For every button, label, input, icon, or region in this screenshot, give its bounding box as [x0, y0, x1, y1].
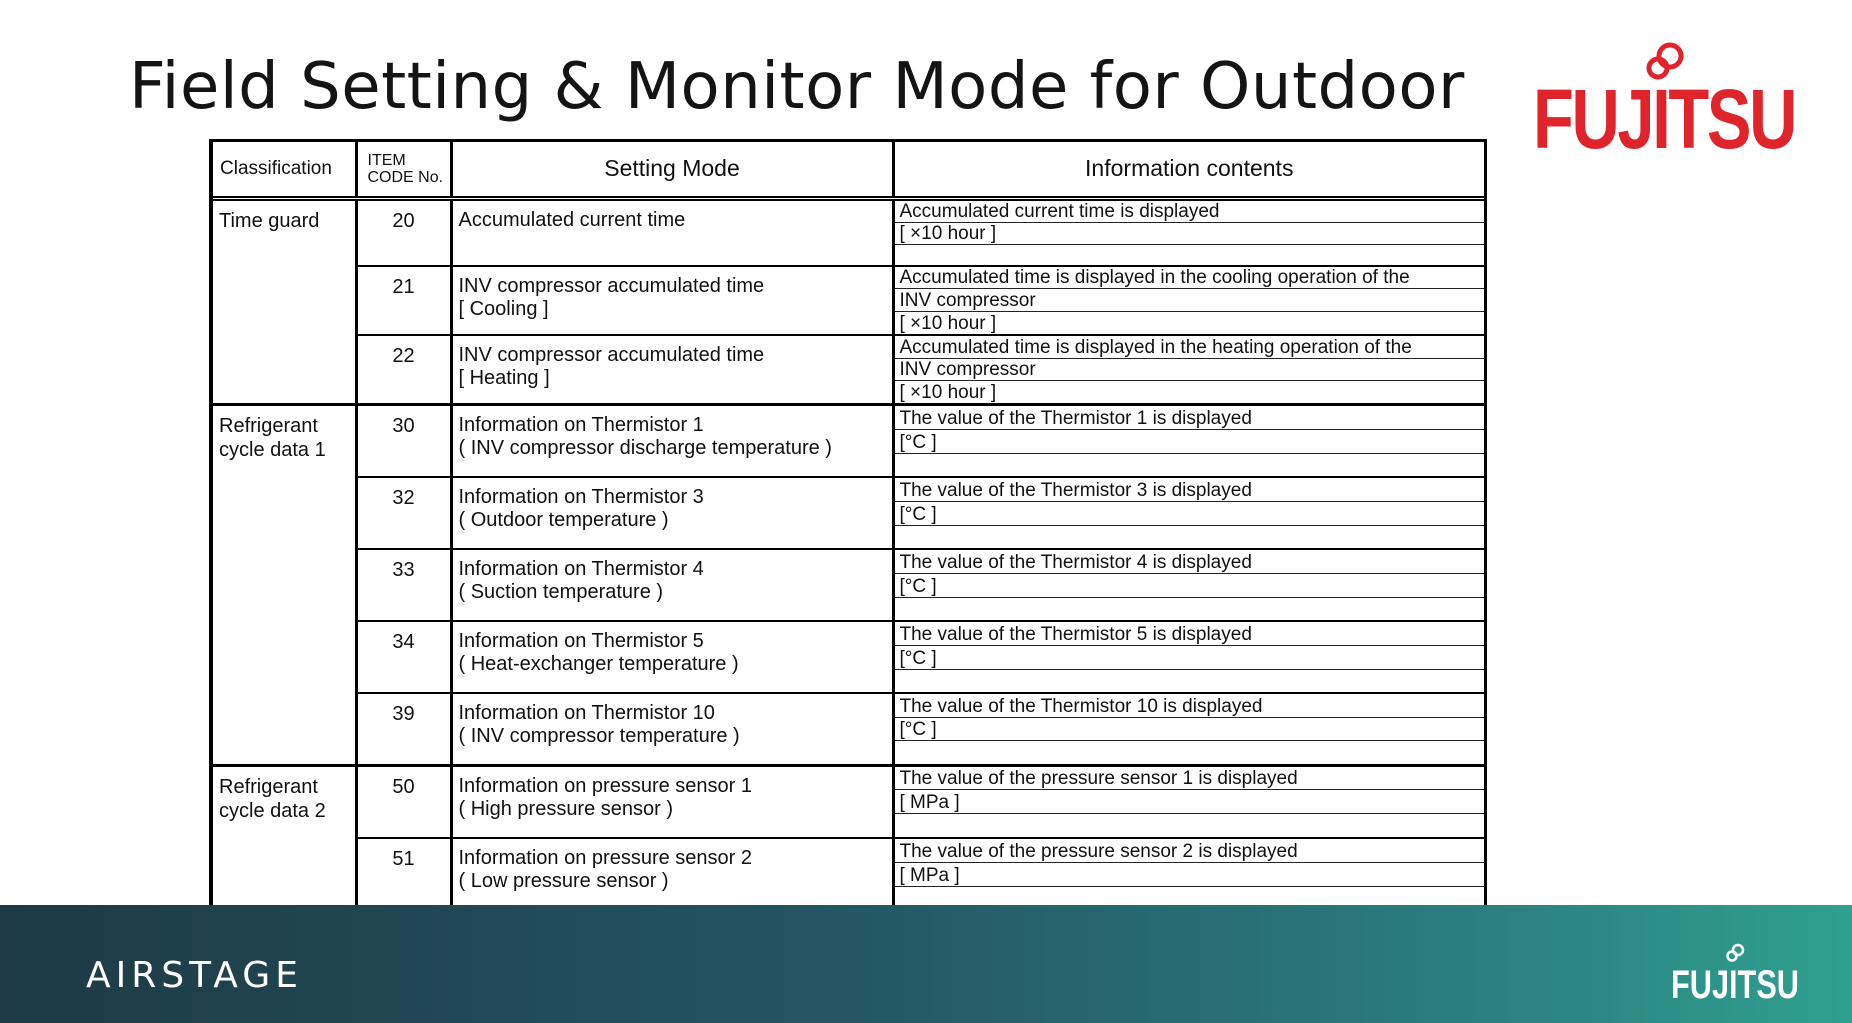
- information-line: [ ×10 hour ]: [899, 382, 997, 404]
- information-line: INV compressor: [895, 359, 1485, 382]
- item-code-cell: 20: [356, 198, 451, 266]
- setting-mode-line: [ Heating ]: [458, 366, 550, 389]
- table-row: [213, 198, 1484, 266]
- item-code-cell: 34: [356, 621, 451, 693]
- information-line: [°C ]: [895, 574, 1485, 598]
- information-cell: [893, 838, 1484, 910]
- field-setting-table: [213, 142, 1484, 910]
- classification-line: cycle data 2: [219, 799, 326, 822]
- information-line: [°C ]: [895, 646, 1485, 670]
- information-line: The value of the Thermistor 3 is displayed: [895, 478, 1485, 502]
- classification-cell: [213, 765, 356, 910]
- setting-mode-line: Information on pressure sensor 2: [458, 847, 752, 870]
- information-line: The value of the Thermistor 5 is displayed: [895, 622, 1485, 646]
- classification-cell: [213, 405, 356, 766]
- table-body: [213, 198, 1484, 910]
- setting-mode-line: Information on Thermistor 10: [458, 702, 715, 725]
- slide-title: Field Setting & Monitor Mode for Outdoor: [129, 50, 1465, 124]
- footer-bar: [0, 905, 1852, 1023]
- information-line: INV compressor: [895, 289, 1485, 312]
- setting-mode-line: Information on Thermistor 1: [458, 414, 704, 437]
- information-line: [895, 814, 1485, 837]
- setting-mode-line: INV compressor accumulated time: [458, 343, 765, 366]
- fujitsu-logo-image: [1528, 36, 1800, 172]
- information-line: [ ×10 hour ]: [899, 312, 997, 334]
- setting-mode-line: INV compressor accumulated time: [458, 274, 765, 297]
- information-line: [°C ]: [895, 430, 1485, 454]
- setting-mode-line: Information on Thermistor 5: [458, 630, 704, 653]
- setting-mode-cell: [451, 765, 893, 838]
- setting-mode-line: ( INV compressor temperature ): [458, 725, 740, 748]
- information-line: [895, 670, 1485, 693]
- information-cell: [893, 549, 1484, 621]
- information-line: The value of the pressure sensor 2 is displayed: [895, 839, 1485, 863]
- setting-mode-line: ( Suction temperature ): [458, 581, 664, 604]
- table-row: [213, 621, 1484, 693]
- information-line: [895, 245, 1485, 265]
- header-item-code-line1: ITEM: [367, 151, 406, 169]
- setting-mode-cell: [451, 621, 893, 693]
- item-code-cell: 39: [356, 693, 451, 765]
- setting-mode-cell: [451, 335, 893, 405]
- classification-cell: [213, 198, 356, 405]
- header-classification: Classification: [213, 142, 356, 198]
- information-cell: [893, 477, 1484, 549]
- information-line: [895, 598, 1485, 621]
- information-line: [895, 741, 1485, 763]
- field-setting-table-frame: [209, 139, 1487, 913]
- setting-mode-line: Information on Thermistor 3: [458, 486, 704, 509]
- setting-mode-cell: [451, 477, 893, 549]
- setting-mode-line: Information on Thermistor 4: [458, 558, 704, 581]
- table-header-row: [213, 142, 1484, 198]
- table-row: [213, 549, 1484, 621]
- setting-mode-cell: [451, 405, 893, 478]
- information-line: Accumulated current time is displayed: [895, 201, 1485, 223]
- setting-mode-line: ( Heat-exchanger temperature ): [458, 653, 739, 676]
- fujitsu-footer-logo-image: [1668, 941, 1802, 1009]
- information-cell: [893, 693, 1484, 765]
- table-row: [213, 405, 1484, 478]
- setting-mode-cell: [451, 266, 893, 335]
- setting-mode-line: Information on pressure sensor 1: [458, 774, 752, 797]
- fujitsu-footer-logo: [1668, 941, 1802, 1009]
- setting-mode-cell: [451, 198, 893, 266]
- information-cell: [893, 198, 1484, 266]
- information-line: [ MPa ]: [895, 790, 1485, 814]
- fujitsu-logo: [1528, 36, 1800, 172]
- information-line: The value of the Thermistor 1 is displayed: [895, 406, 1485, 430]
- item-code-cell: 32: [356, 477, 451, 549]
- information-line: The value of the Thermistor 10 is displayed: [895, 694, 1485, 717]
- svg-text:FUJITSU: FUJITSU: [1671, 963, 1799, 1007]
- classification-line: Time guard: [219, 209, 320, 232]
- table-row: [213, 477, 1484, 549]
- information-line: The value of the Thermistor 4 is displayed: [895, 550, 1485, 574]
- information-line: [895, 454, 1485, 477]
- information-cell: [893, 335, 1484, 405]
- svg-text:FUJITSU: FUJITSU: [1533, 72, 1795, 166]
- information-cell: [893, 765, 1484, 838]
- setting-mode-line: ( High pressure sensor ): [458, 797, 674, 820]
- setting-mode-line: Accumulated current time: [458, 208, 686, 231]
- header-setting-mode: Setting Mode: [451, 142, 893, 198]
- classification-line: Refrigerant: [219, 775, 318, 798]
- table-row: [213, 266, 1484, 335]
- table-row: [213, 838, 1484, 910]
- item-code-cell: 33: [356, 549, 451, 621]
- table-row: [213, 693, 1484, 765]
- information-cell: [893, 621, 1484, 693]
- information-line: The value of the pressure sensor 1 is displayed: [895, 767, 1485, 791]
- information-line: Accumulated time is displayed in the heating operation of the: [895, 336, 1485, 359]
- item-code-cell: 21: [356, 266, 451, 335]
- information-line: Accumulated time is displayed in the cooling operation of the: [895, 267, 1485, 290]
- setting-mode-cell: [451, 838, 893, 910]
- setting-mode-line: ( Outdoor temperature ): [458, 509, 669, 532]
- information-line: [895, 526, 1485, 549]
- table-row: [213, 335, 1484, 405]
- information-line: [ MPa ]: [895, 863, 1485, 887]
- classification-line: Refrigerant: [219, 415, 318, 438]
- table-row: [213, 765, 1484, 838]
- setting-mode-line: [ Cooling ]: [458, 297, 549, 320]
- item-code-cell: 22: [356, 335, 451, 405]
- header-item-code: [356, 142, 451, 198]
- setting-mode-cell: [451, 693, 893, 765]
- information-line: [°C ]: [895, 718, 1485, 741]
- airstage-logo: AIRSTAGE: [86, 955, 303, 996]
- classification-line: cycle data 1: [219, 439, 326, 462]
- item-code-cell: 51: [356, 838, 451, 910]
- header-information-contents: Information contents: [893, 142, 1484, 198]
- setting-mode-cell: [451, 549, 893, 621]
- header-item-code-line2: CODE No.: [367, 168, 444, 186]
- setting-mode-line: ( INV compressor discharge temperature ): [458, 437, 832, 460]
- setting-mode-line: ( Low pressure sensor ): [458, 870, 669, 893]
- information-cell: [893, 405, 1484, 478]
- information-cell: [893, 266, 1484, 335]
- information-line: [°C ]: [895, 502, 1485, 526]
- item-code-cell: 30: [356, 405, 451, 478]
- item-code-cell: 50: [356, 765, 451, 838]
- information-line: [ ×10 hour ]: [895, 223, 1485, 245]
